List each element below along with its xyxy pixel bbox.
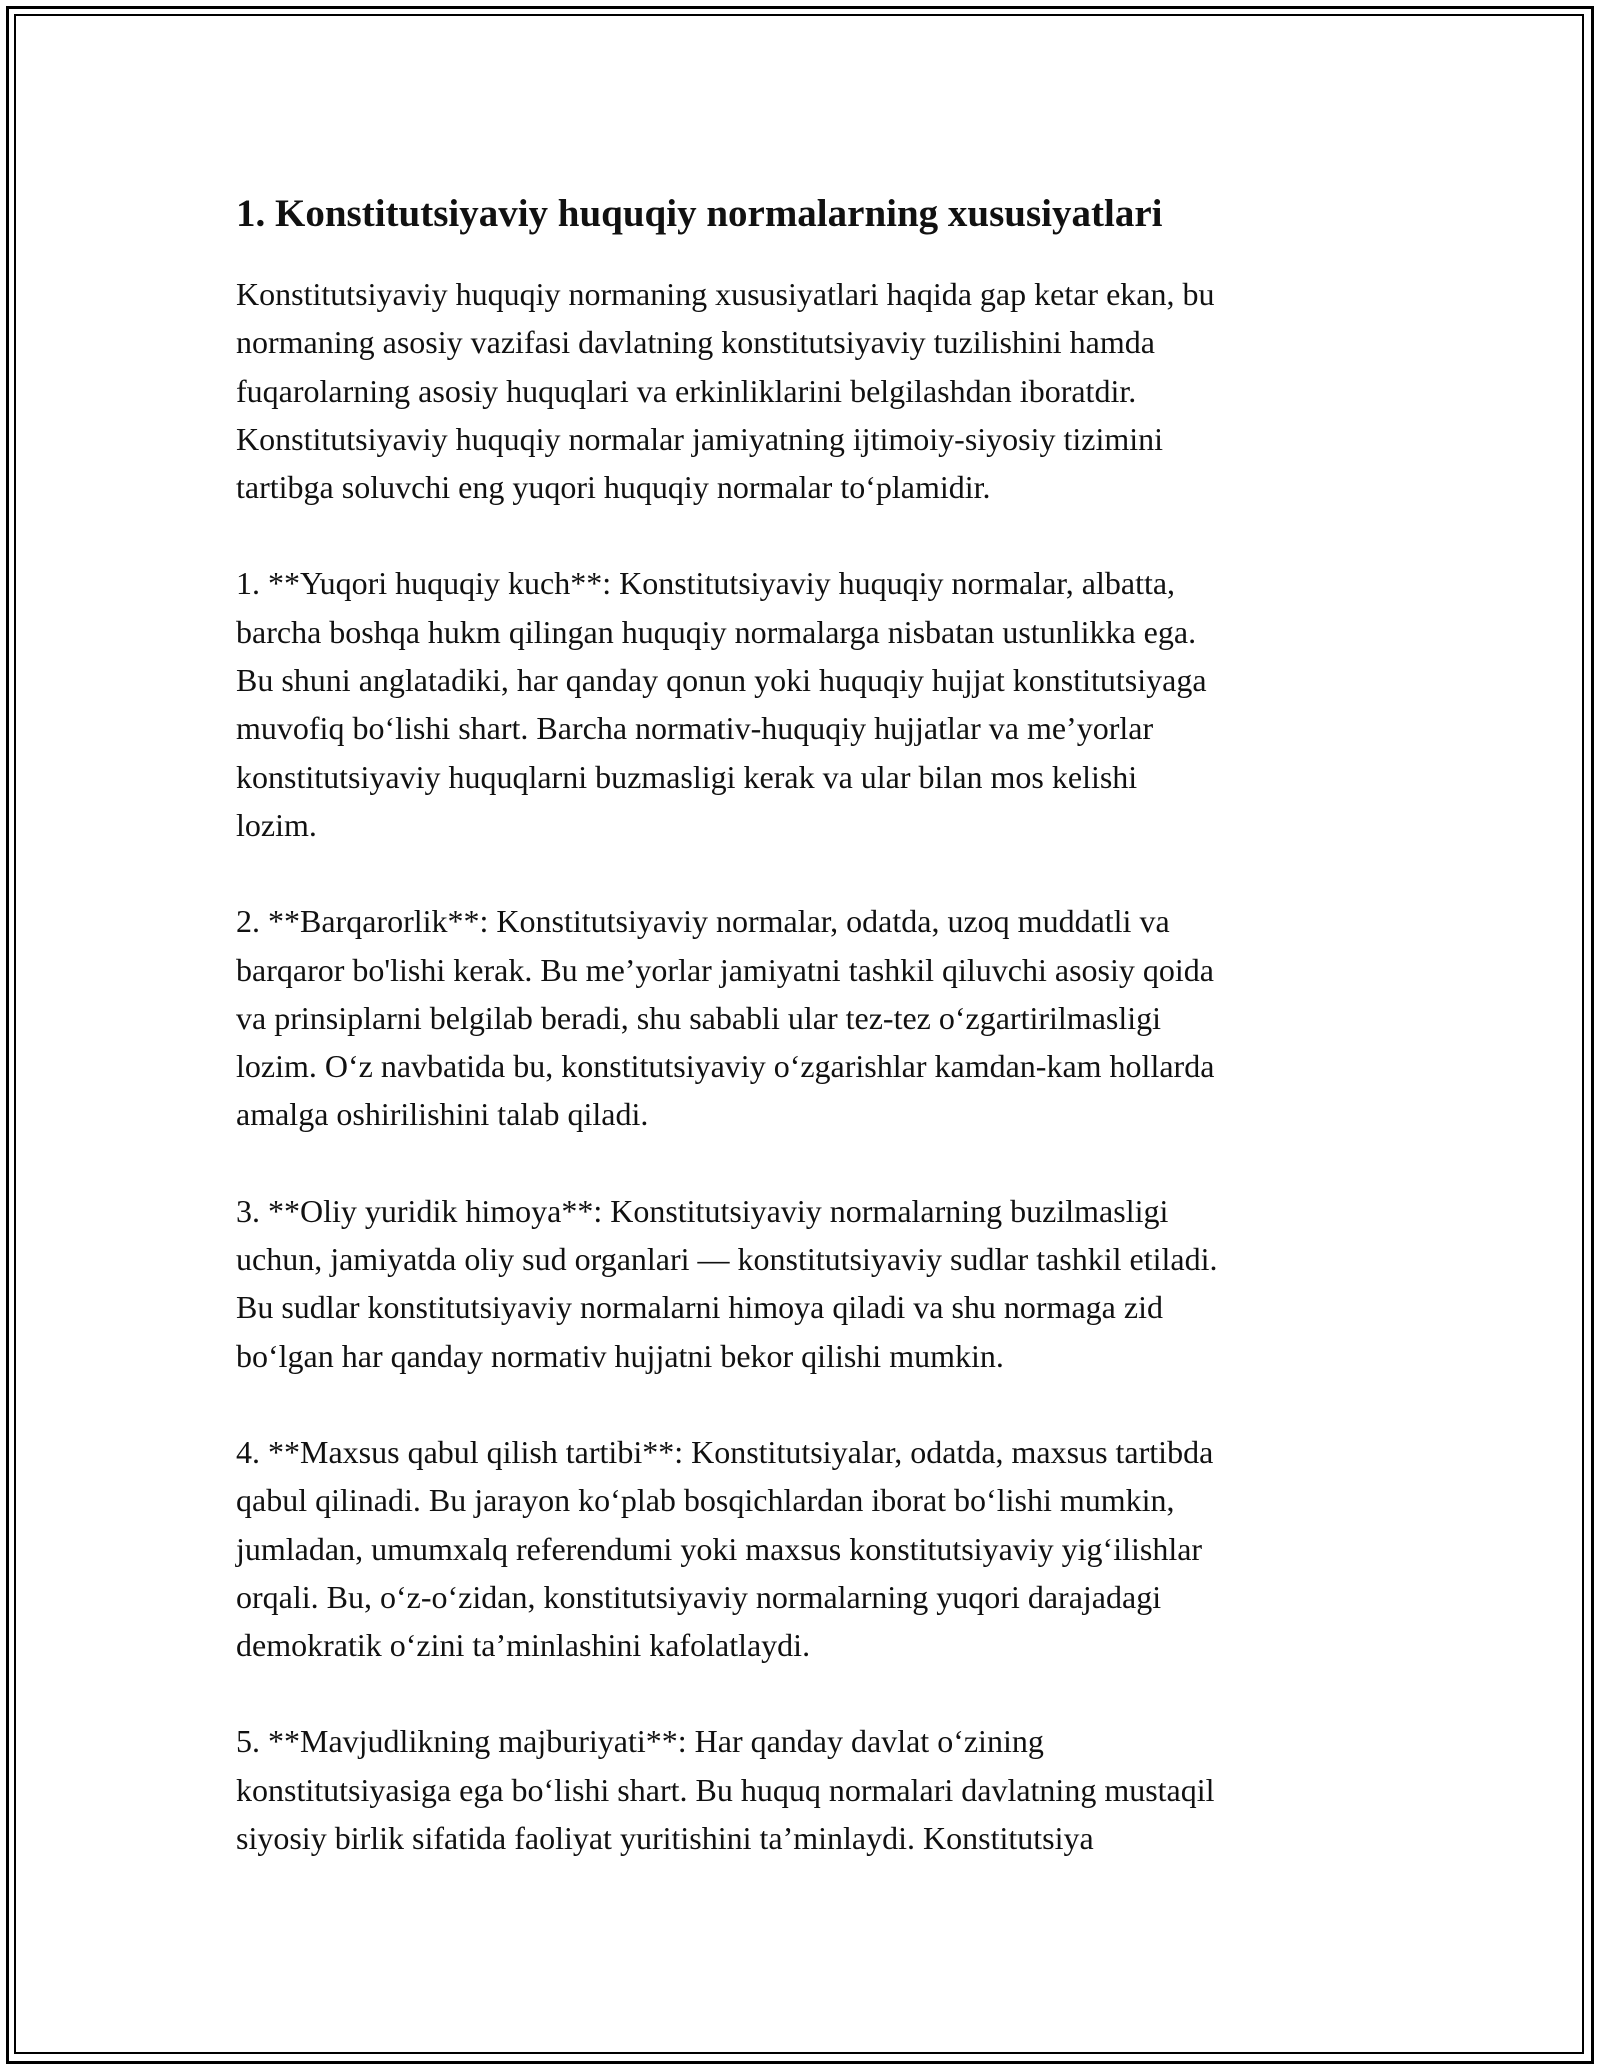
- intro-paragraph: Konstitutsiyaviy huquqiy normaning xususiyatlari haqida gap ketar ekan, bu normaning asosiy vazifasi davlatning konstitutsiyaviy tuzilishini hamda fuqarolarning asosiy huquqlari va erkinliklarini belgilashdan iboratdir. Konstitutsiyaviy huquqiy normalar jamiyatning ijtimoiy-siyosiy tizimini tartibga soluvchi eng yuqori huquqiy normalar to‘plamidir.: [236, 276, 1215, 506]
- list-item-stability: 2. **Barqarorlik**: Konstitutsiyaviy normalar, odatda, uzoq muddatli va barqaror bo'lishi kerak. Bu me’yorlar jamiyatni tashkil qiluvchi asosiy qoida va prinsiplarni belgilab beradi, shu sababli ular tez-tez o‘zgartirilmasligi lozim. O‘z navbatida bu, konstitutsiyaviy o‘zgarishlar kamdan-kam hollarda amalga oshirilishini talab qiladi.: [236, 903, 1215, 1133]
- list-item-supreme-legal-protection: 3. **Oliy yuridik himoya**: Konstitutsiyaviy normalarning buzilmasligi uchun, jamiyatda oliy sud organlari — konstitutsiyaviy sudlar tashkil etiladi. Bu sudlar konstitutsiyaviy normalarni himoya qiladi va shu normaga zid bo‘lgan har qanday normativ hujjatni bekor qilishi mumkin.: [236, 1192, 1218, 1374]
- section-heading: 1. Konstitutsiyaviy huquqiy normalarning xususiyatlari: [236, 192, 1163, 235]
- list-item-obligation-of-existence: 5. **Mavjudlikning majburiyati**: Har qanday davlat o‘zining konstitutsiyasiga ega bo‘lishi shart. Bu huquq normalari davlatning mustaqil siyosiy birlik sifatida faoliyat yuritishini ta’minlaydi. Konstitutsiya: [236, 1723, 1215, 1857]
- document-body: [236, 186, 1366, 1910]
- list-item-special-adoption-procedure: 4. **Maxsus qabul qilish tartibi**: Konstitutsiyalar, odatda, maxsus tartibda qabul qilinadi. Bu jarayon ko‘plab bosqichlardan iborat bo‘lishi mumkin, jumladan, umumxalq referendumi yoki maxsus konstitutsiyaviy yig‘ilishlar orqali. Bu, o‘z-o‘zidan, konstitutsiyaviy normalarning yuqori darajadagi demokratik o‘zini ta’minlashini kafolatlaydi.: [236, 1433, 1214, 1664]
- list-item-high-legal-force: 1. **Yuqori huquqiy kuch**: Konstitutsiyaviy huquqiy normalar, albatta, barcha boshqa hukm qilingan huquqiy normalarga nisbatan ustunlikka ega. Bu shuni anglatadiki, har qanday qonun yoki huquqiy hujjat konstitutsiyaga muvofiq bo‘lishi shart. Barcha normativ-huquqiy hujjatlar va me’yorlar konstitutsiyaviy huquqlarni buzmasligi kerak va ular bilan mos kelishi lozim.: [236, 565, 1207, 843]
